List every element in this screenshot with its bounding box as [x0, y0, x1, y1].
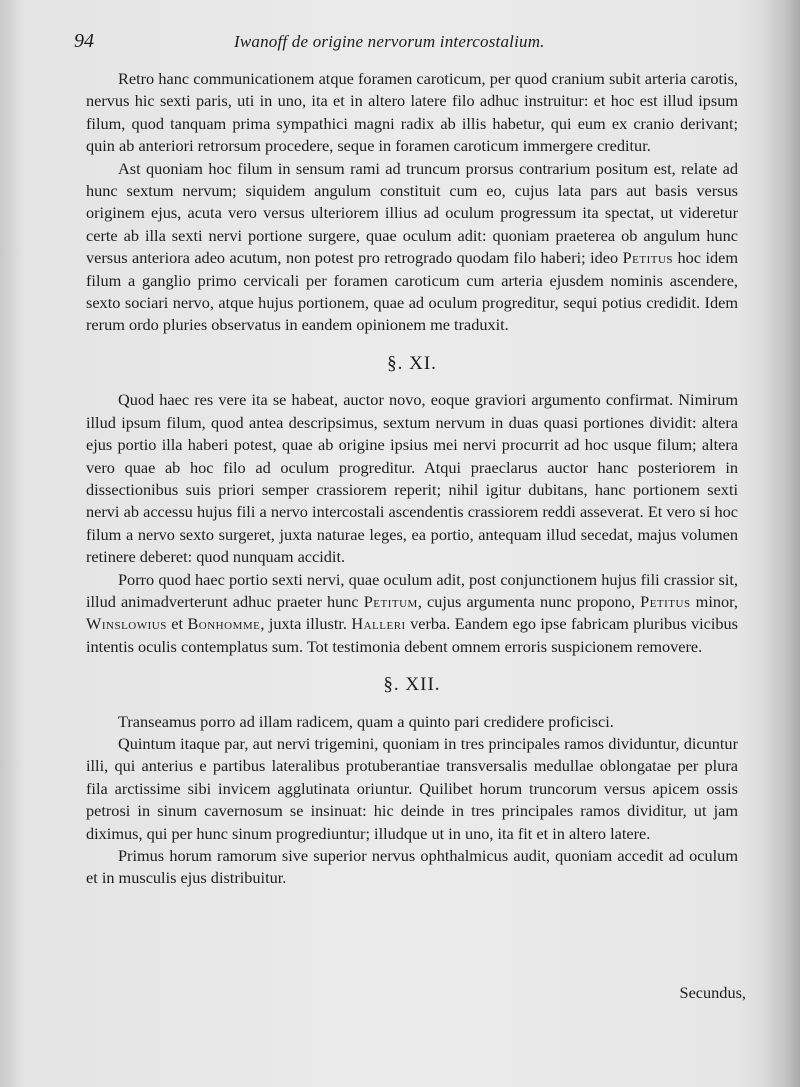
paragraph: Transeamus porro ad illam radicem, quam a quinto pari credidere proficisci.	[118, 711, 614, 731]
paragraph: Quod haec res vere ita se habeat, auctor novo, eoque graviori argumento confirmat. Nimirum illud ipsum filum, quod antea descripsimus, sextum nervum in duas quasi portiones dividit: altera ejus portio illa haberi potest, quae ab origine ipsius mei nervi procurrit ad hoc usque filum; altera vero quae ab hoc filo ad oculum progreditur. Atqui praeclarus auctor hanc posteriorem in dissectionibus suis priori semper crassiorem reperit; nihil igitur dubitans, hanc portionem sexti nervi ab accessu hujus fili a nervo intercostali ascendentis crassiorem reddi asseverat. Et vero si hoc filum a nervo sexto surgeret, juxta naturae leges, ea portio, antequam illud secedat, majus volumen retinere deberet: quod nunquam accidit.	[86, 390, 738, 567]
section-heading: §. XI.	[387, 352, 437, 374]
paragraph-text: et	[171, 614, 184, 634]
paragraph: Primus horum ramorum sive superior nervus ophthalmicus audit, quoniam accedit ad oculum et in musculis ejus distribuitur.	[86, 846, 738, 888]
author-name: Petitum	[363, 591, 418, 611]
author-name: Bonhomme	[187, 614, 261, 634]
paragraph-text: verba. Eandem ego ipse fabricam pluribus vicibus intentis oculis contemplatus sum. Tot testimonia debent omnem erroris suspicionem removere.	[86, 614, 739, 656]
paragraph-text: , cujus argumenta nunc propono,	[417, 591, 636, 611]
paragraph: Quintum itaque par, aut nervi trigemini, quoniam in tres principales ramos dividuntur, dicuntur illi, qui anterius e partibus lateralibus protuberantiae transversalis medullae oblongatae per plura fila arctissime sibi invicem agglutinata oriuntur. Quilibet horum truncorum versus apicem ossis petrosi in sinum cavernosum se insinuat: hic deinde in tres principales ramos dividitur, ut jam diximus, qui per hunc sinum progrediuntur; illudque ut in uno, ita fit et in altero latere.	[86, 733, 738, 843]
paragraph-text: , juxta illustr.	[260, 614, 347, 634]
page-spine-shadow	[762, 0, 800, 1087]
paragraph-text: Ast quoniam hoc filum in sensum rami ad truncum prorsus contrarium positum est, relate ad hunc sextum nervum; siquidem angulum constituit cum eo, cujus lata pars aut basis versus originem ejus, acuta vero versus ulteriorem illius ad oculum progressum ita spectat, ut videretur certe ab illa sexti nervi portione surgere, quae oculum adit: quoniam praeterea ob angulum hunc versus anteriora adeo acutum, non potest pro retrogrado quodam filo haberi; ideo	[86, 158, 738, 268]
catchword: Secundus,	[679, 983, 746, 1002]
author-name: Petitus	[622, 248, 674, 268]
paragraph-text: hoc idem filum a ganglio primo cervicali per foramen caroticum cum arteria ejusdem nominis ascendere, sexto sociari nervo, atque hujus portionem, quae ad oculum progreditur, sequi potius credidit. Idem rerum ordo pluries observatus in eandem opinionem me traduxit.	[86, 248, 739, 335]
paragraph-text: Porro quod haec portio sexti nervi, quae oculum adit, post conjunctionem hujus fili crassior sit, illud animadverterunt adhuc praeter hunc	[86, 569, 738, 611]
author-name: Petitus	[640, 591, 691, 611]
author-name: Winslowius	[86, 614, 167, 634]
paragraph-text: minor,	[695, 591, 738, 611]
paragraph	[86, 569, 738, 659]
running-title: Iwanoff de origine nervorum intercostalium.	[234, 32, 545, 51]
main-text	[86, 68, 738, 890]
section-heading: §. XII.	[383, 674, 441, 696]
page-number: 94	[74, 30, 94, 52]
author-name: Halleri	[351, 614, 406, 634]
paragraph: Retro hanc communicationem atque foramen caroticum, per quod cranium subit arteria carotis, nervus hic sexti paris, uti in uno, ita et in altero latere filo adhuc instruitur: et hoc est illud ipsum filum, quod tanquam prima sympathici magni radix ab illis habetur, qui eum ex cranio derivant; quin ab anteriori retrorsum procedere, seque in foramen caroticum immergere creditur.	[86, 69, 738, 156]
running-head	[74, 30, 734, 54]
paragraph	[86, 158, 738, 337]
